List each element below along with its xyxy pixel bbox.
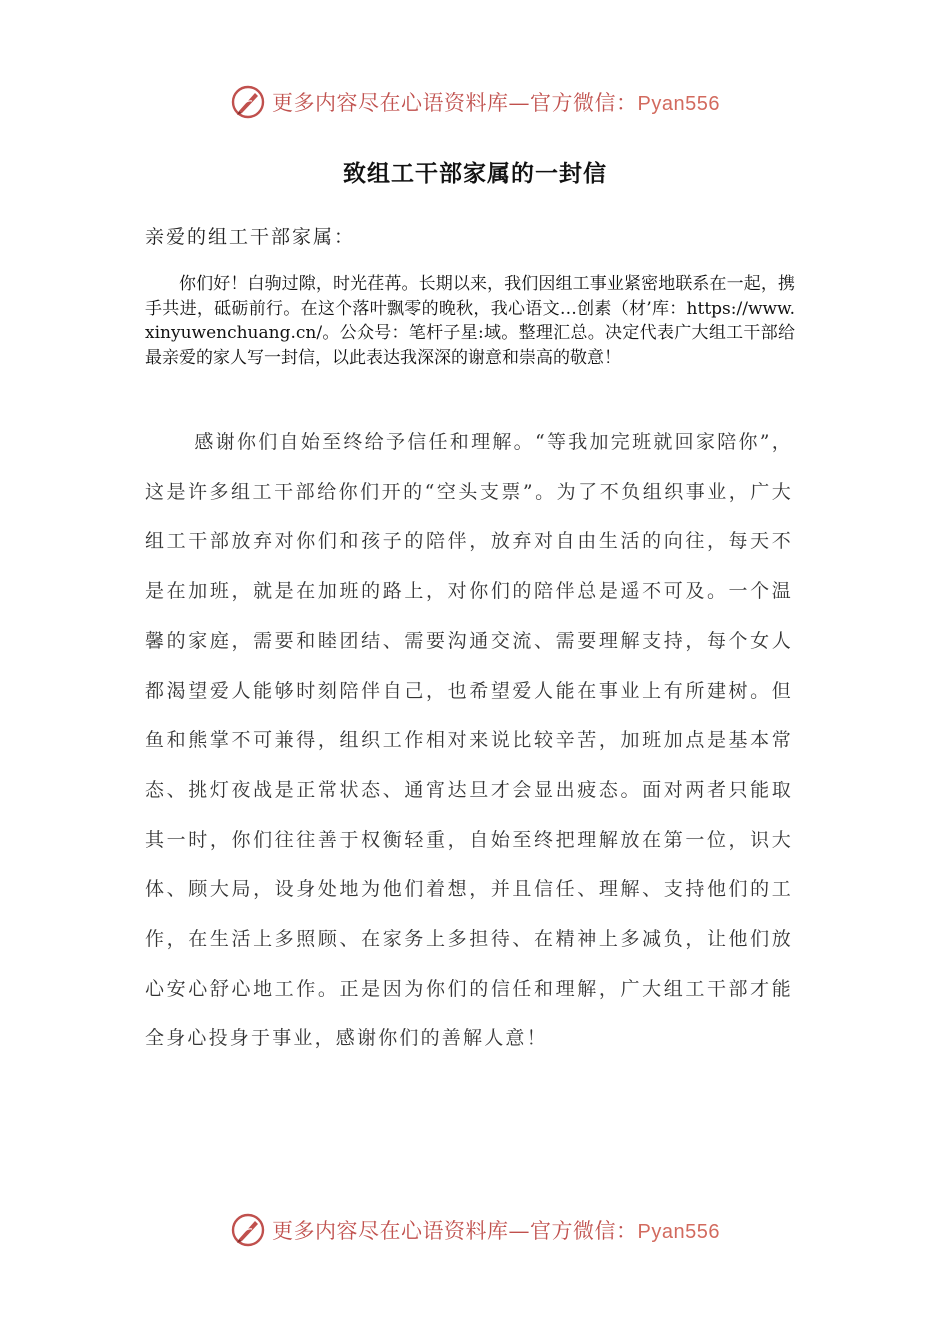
footer-banner-slogan: 更多内容尽在心语资料库 [272, 1219, 509, 1243]
salutation: 亲爱的组工干部家属： [145, 226, 356, 248]
footer-banner [0, 1210, 950, 1250]
header-banner-text [272, 87, 720, 117]
footer-banner-content [230, 1212, 720, 1248]
footer-banner-separator: — [508, 1219, 531, 1243]
header-wechat-label: 官方微信： [530, 91, 638, 115]
pen-logo-icon [230, 1212, 266, 1248]
header-banner-content [230, 84, 720, 120]
header-banner [0, 82, 950, 122]
header-wechat-id: Pyan556 [637, 93, 720, 115]
header-banner-slogan: 更多内容尽在心语资料库 [272, 91, 509, 115]
footer-wechat-label: 官方微信： [530, 1219, 638, 1243]
document-title: 致组工干部家属的一封信 [343, 160, 607, 187]
pen-logo-icon [230, 84, 266, 120]
footer-banner-text [272, 1215, 720, 1245]
inserted-paragraph: 你们好！白驹过隙，时光荏苒。长期以来，我们因组工事业紧密地联系在一起，携手共进，砥砺前行。在这个落叶飘零的晚秋，我心语文…创素（材’库：https://www.xinyuwenchuang.cn/。公众号：笔杆子星:域。整理汇总。决定代表广大组工干部给最亲爱的家人写一封信，以此表达我深深的谢意和崇高的敬意！ [145, 274, 795, 368]
header-banner-separator: — [508, 91, 531, 115]
body-paragraph: 感谢你们自始至终给予信任和理解。“等我加完班就回家陪你”，这是许多组工干部给你们开的“空头支票”。为了不负组织事业，广大组工干部放弃对你们和孩子的陪伴，放弃对自由生活的向往，每天不是在加班，就是在加班的路上，对你们的陪伴总是遥不可及。一个温馨的家庭，需要和睦团结、需要沟通交流、需要理解支持，每个女人都渴望爱人能够时刻陪伴自己，也希望爱人能在事业上有所建树。但鱼和熊掌不可兼得，组织工作相对来说比较辛苦，加班加点是基本常态、挑灯夜战是正常状态、通宵达旦才会显出疲态。面对两者只能取其一时，你们往往善于权衡轻重，自始至终把理解放在第一位，识大体、顾大局，设身处地为他们着想，并且信任、理解、支持他们的工作，在生活上多照顾、在家务上多担待、在精神上多减负，让他们放心安心舒心地工作。正是因为你们的信任和理解，广大组工干部才能全身心投身于事业，感谢你们的善解人意！ [145, 431, 793, 1050]
footer-wechat-id: Pyan556 [637, 1221, 720, 1243]
